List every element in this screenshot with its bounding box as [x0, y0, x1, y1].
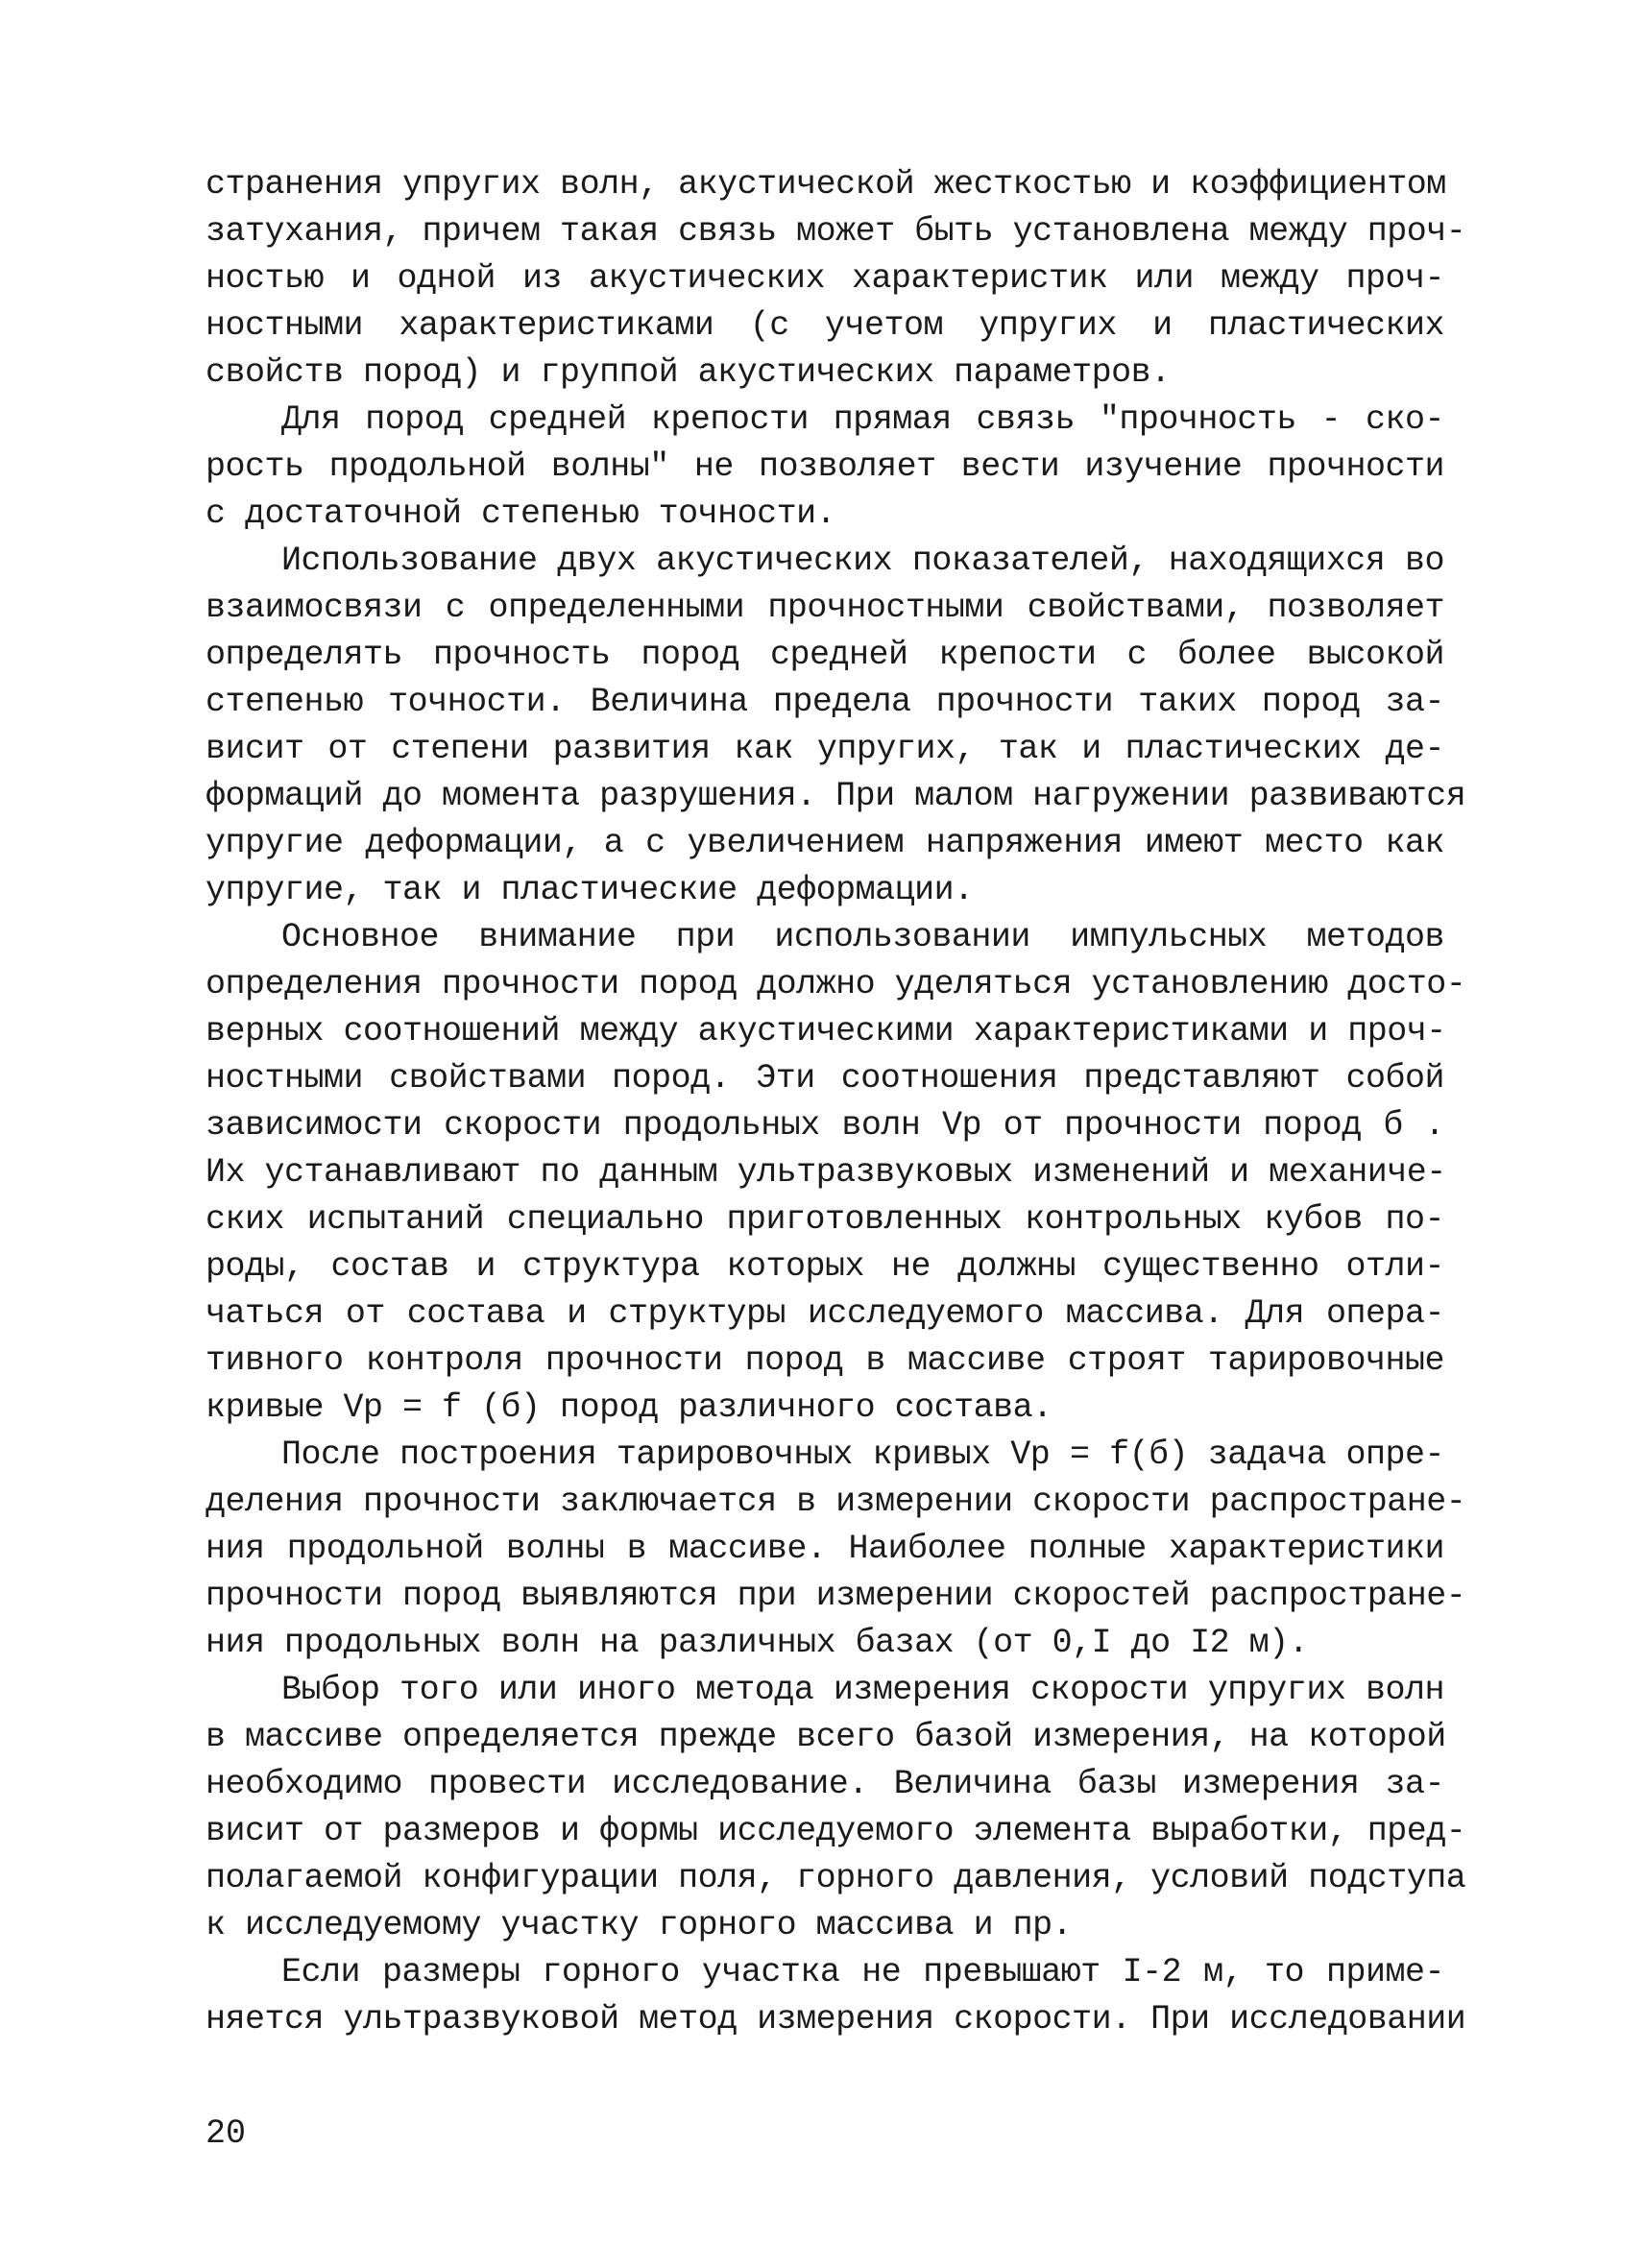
text-line: взаимосвязи с определенными прочностными свойствами, позволяет: [206, 589, 1444, 627]
text-line: в массиве определяется прежде всего базой измерения, на которой: [206, 1718, 1446, 1756]
text-line: После построения тарировочных кривых Vp = f(б) задача опре-: [281, 1436, 1444, 1474]
text-line: определять прочность пород средней крепости с более высокой: [206, 636, 1444, 674]
text-line: степенью точности. Величина предела прочности таких пород за-: [206, 683, 1444, 721]
text-line: ских испытаний специально приготовленных контрольных кубов по-: [206, 1200, 1444, 1239]
text-line: Их устанавливают по данным ультразвуковых изменений и механиче-: [206, 1153, 1446, 1192]
paragraph: [206, 914, 1466, 1432]
text-line: к исследуемому участку горного массива и пр.: [206, 1906, 1073, 1944]
text-line: роды, состав и структура которых не должны существенно отли-: [206, 1247, 1444, 1286]
paragraph: [206, 397, 1444, 538]
text-line: затухания, причем такая связь может быть установлена между проч-: [206, 212, 1466, 251]
text-line: ностными свойствами пород. Эти соотношения представляют собой: [206, 1059, 1444, 1098]
text-line: с достаточной степенью точности.: [206, 495, 836, 533]
text-line: определения прочности пород должно уделяться установлению досто-: [206, 965, 1466, 1003]
paragraph: [206, 1667, 1466, 1949]
document-body: [206, 161, 1466, 2043]
text-line: деления прочности заключается в измерении скорости распростране-: [206, 1483, 1466, 1521]
paragraph: [206, 1432, 1466, 1667]
text-line: Основное внимание при использовании импульсных методов: [281, 918, 1444, 956]
text-line: рость продольной волны" не позволяет вести изучение прочности: [206, 447, 1444, 486]
text-line: Выбор того или иного метода измерения скорости упругих волн: [281, 1671, 1444, 1709]
text-line: висит от степени развития как упругих, так и пластических де-: [206, 730, 1444, 768]
text-line: верных соотношений между акустическими характеристиками и проч-: [206, 1012, 1446, 1050]
text-line: ностью и одной из акустических характеристик или между проч-: [206, 259, 1444, 298]
text-line: упругие, так и пластические деформации.: [206, 871, 974, 909]
text-line: странения упругих волн, акустической жесткостью и коэффициентом: [206, 165, 1446, 204]
text-line: Использование двух акустических показателей, находящихся во: [281, 542, 1444, 580]
text-line: зависимости скорости продольных волн Vp от прочности пород б .: [206, 1106, 1444, 1145]
text-line: упругие деформации, а с увеличением напряжения имеют место как: [206, 824, 1444, 862]
text-line: прочности пород выявляются при измерении скоростей распростране-: [206, 1577, 1466, 1615]
text-line: чаться от состава и структуры исследуемого массива. Для опера-: [206, 1294, 1444, 1333]
text-line: Если размеры горного участка не превышают I-2 м, то приме-: [281, 1953, 1444, 1991]
text-line: полагаемой конфигурации поля, горного давления, условий подступа: [206, 1859, 1466, 1897]
text-line: свойств пород) и группой акустических параметров.: [206, 353, 1171, 392]
text-line: Для пород средней крепости прямая связь "прочность - ско-: [281, 400, 1444, 439]
text-line: няется ультразвуковой метод измерения скорости. При исследовании: [206, 2000, 1466, 2039]
text-line: висит от размеров и формы исследуемого элемента выработки, пред-: [206, 1812, 1466, 1850]
paragraph: [206, 538, 1466, 914]
text-line: кривые Vp = f (б) пород различного состава.: [206, 1388, 1052, 1427]
text-line: формаций до момента разрушения. При малом нагружении развиваются: [206, 777, 1466, 815]
text-line: ния продольной волны в массиве. Наиболее полные характеристики: [206, 1530, 1444, 1568]
text-line: необходимо провести исследование. Величина базы измерения за-: [206, 1765, 1444, 1803]
text-line: ностными характеристиками (с учетом упругих и пластических: [206, 306, 1444, 345]
page-number: 20: [206, 2114, 247, 2153]
paragraph: [206, 1949, 1466, 2043]
text-line: ния продольных волн на различных базах (от 0,I до I2 м).: [206, 1624, 1309, 1662]
paragraph: [206, 161, 1466, 397]
text-line: тивного контроля прочности пород в массиве строят тарировочные: [206, 1341, 1444, 1380]
